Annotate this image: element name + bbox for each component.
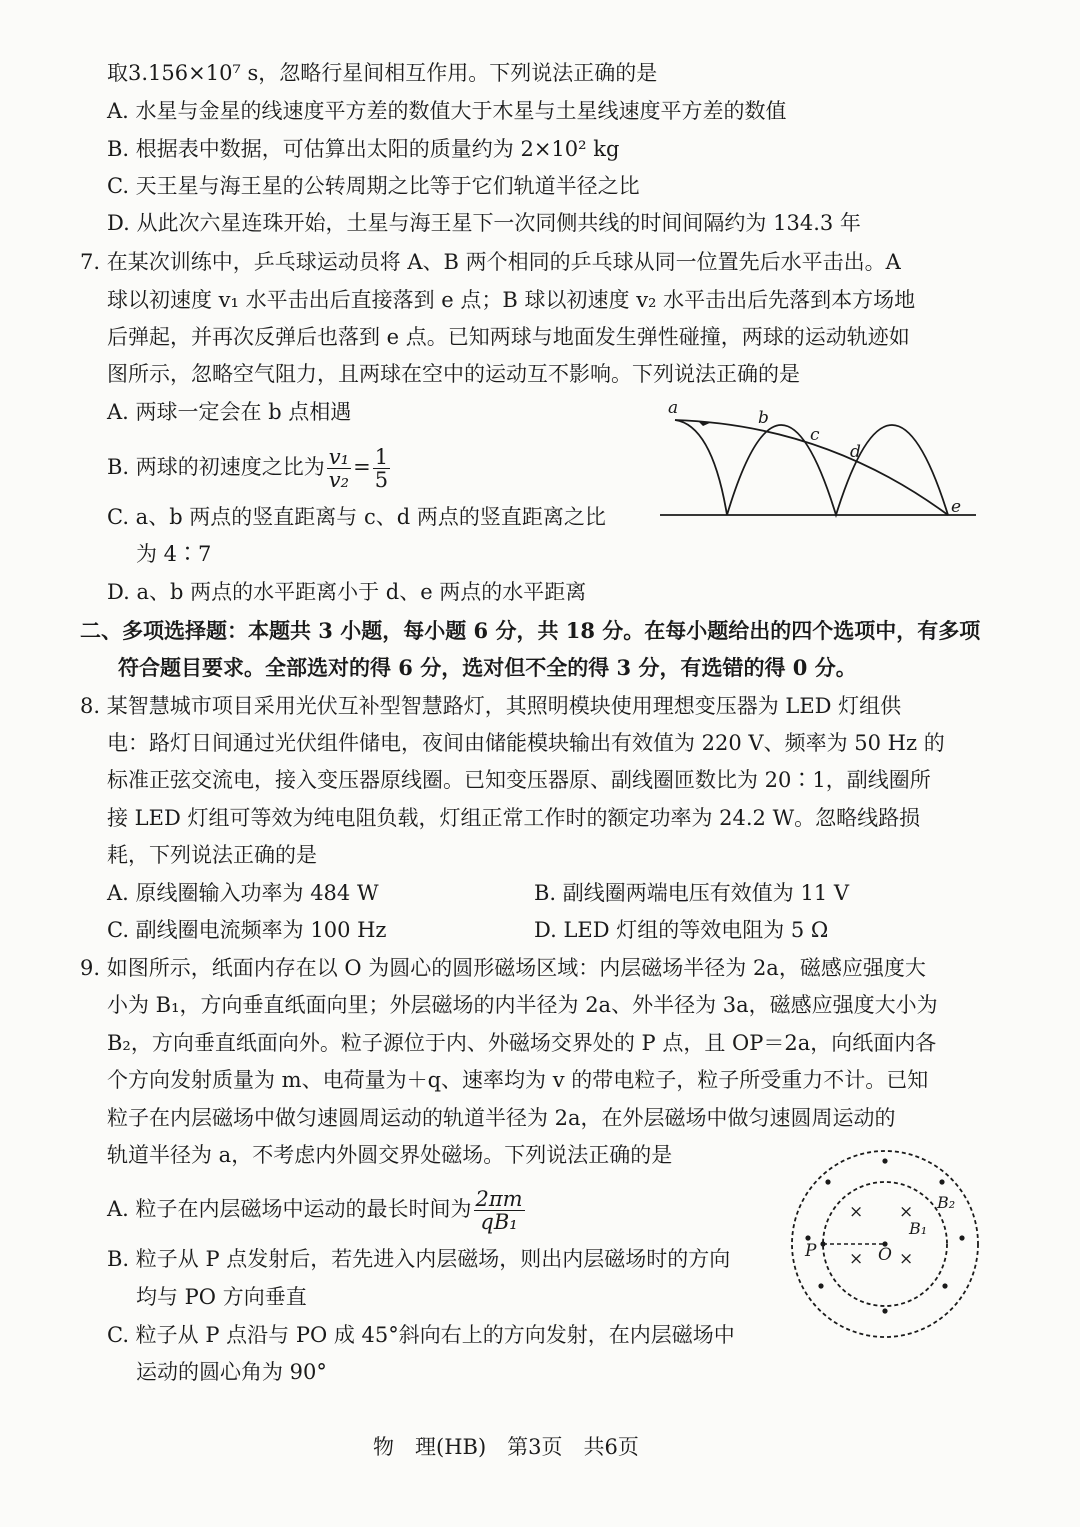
section2-heading: 二、多项选择题：本题共 3 小题，每小题 6 分，共 18 分。在每小题给出的四个选项中，有多项 xyxy=(80,618,981,643)
page-footer: 物 理(HB) 第3页 共6页 xyxy=(373,1435,639,1459)
q7-option-b-text: B. 两球的初速度之比为 xyxy=(107,455,325,479)
point-label-b: b xyxy=(758,408,769,428)
q8-stem-line: 标准正弦交流电，接入变压器原线圈。已知变压器原、副线圈匝数比为 20∶1，副线圈所 xyxy=(107,768,931,792)
equals-sign: = xyxy=(353,455,371,479)
q9-option-b: B. 粒子从 P 点发射后，若先进入内层磁场，则出内层磁场时的方向 xyxy=(107,1247,731,1271)
q6-intro-tail: 取3.156×10⁷ s，忽略行星间相互作用。下列说法正确的是 xyxy=(107,61,658,85)
q7-stem-line: 球以初速度 v₁ 水平击出后直接落到 e 点；B 球以初速度 v₂ 水平击出后先落到本方场地 xyxy=(107,288,916,312)
into-page-cross: × xyxy=(849,1249,864,1269)
point-label-p: P xyxy=(805,1241,817,1261)
q7-stem-line: 图所示，忽略空气阻力，且两球在空中的运动互不影响。下列说法正确的是 xyxy=(107,362,800,386)
q6-option-c: C. 天王星与海王星的公转周期之比等于它们轨道半径之比 xyxy=(107,174,640,198)
fraction-numerator: 1 xyxy=(374,445,389,469)
q9-option-a xyxy=(107,1184,527,1234)
into-page-cross: × xyxy=(899,1202,914,1222)
q7-stem-line: 7. 在某次训练中，乒乓球运动员将 A、B 两个相同的乒乓球从同一位置先后水平击出。A xyxy=(80,250,901,274)
q6-option-a: A. 水星与金星的线速度平方差的数值大于木星与土星线速度平方差的数值 xyxy=(107,99,787,123)
q7-option-d: D. a、b 两点的水平距离小于 d、e 两点的水平距离 xyxy=(107,580,587,604)
into-page-cross: × xyxy=(899,1249,914,1269)
q9-option-c-cont: 运动的圆心角为 90° xyxy=(136,1360,327,1384)
fraction-denominator: qB₁ xyxy=(480,1210,518,1234)
q9-stem-line: B₂，方向垂直纸面向外。粒子源位于内、外磁场交界处的 P 点，且 OP＝2a，向纸面内各 xyxy=(107,1031,937,1055)
q9-max-time-fraction xyxy=(474,1188,525,1233)
point-label-a: a xyxy=(668,398,679,418)
fraction-denominator: 5 xyxy=(374,468,389,492)
q7-option-c-cont: 为 4∶7 xyxy=(136,542,212,566)
q9-option-b-cont: 均与 PO 方向垂直 xyxy=(136,1285,307,1309)
q8-stem-line: 电：路灯日间通过光伏组件储电，夜间由储能模块输出有效值为 220 V、频率为 50 Hz 的 xyxy=(107,731,945,755)
point-label-o: O xyxy=(878,1245,892,1265)
fraction-denominator: v₂ xyxy=(328,468,350,492)
section2-heading-cont: 符合题目要求。全部选对的得 6 分，选对但不全的得 3 分，有选错的得 0 分。 xyxy=(118,655,857,680)
q7-option-b xyxy=(107,442,392,492)
outward-field-dots xyxy=(805,1158,964,1313)
point-label-d: d xyxy=(850,442,861,462)
into-page-cross: × xyxy=(849,1202,864,1222)
q8-option-a: A. 原线圈输入功率为 484 W xyxy=(107,881,379,905)
q8-stem-line: 耗，下列说法正确的是 xyxy=(107,843,317,867)
field-label-b2: B₂ xyxy=(937,1193,956,1212)
q9-stem-line: 个方向发射质量为 m、电荷量为＋q、速率均为 v 的带电粒子，粒子所受重力不计。已知 xyxy=(107,1068,929,1092)
q9-stem-line: 9. 如图所示，纸面内存在以 O 为圆心的圆形磁场区域：内层磁场半径为 2a，磁感应强度大 xyxy=(80,956,926,980)
q9-stem-line: 轨道半径为 a，不考虑内外圆交界处磁场。下列说法正确的是 xyxy=(107,1143,673,1167)
fraction-numerator: v₁ xyxy=(328,445,350,469)
q8-option-b: B. 副线圈两端电压有效值为 11 V xyxy=(534,881,850,905)
point-label-c: c xyxy=(810,425,820,445)
q8-option-d: D. LED 灯组的等效电阻为 5 Ω xyxy=(534,918,829,942)
q9-stem-line: 小为 B₁，方向垂直纸面向里；外层磁场的内半径为 2a、外半径为 3a，磁感应强度大小为 xyxy=(107,993,938,1017)
point-p-dot xyxy=(820,1241,825,1246)
point-label-e: e xyxy=(951,497,962,517)
q8-stem-line: 接 LED 灯组可等效为纯电阻负载，灯组正常工作时的额定功率为 24.2 W。忽略线路损 xyxy=(107,806,921,830)
q9-magnetic-field-figure xyxy=(785,1140,985,1340)
q9-option-c: C. 粒子从 P 点沿与 PO 成 45°斜向右上的方向发射，在内层磁场中 xyxy=(107,1323,735,1347)
q7-option-c: C. a、b 两点的竖直距离与 c、d 两点的竖直距离之比 xyxy=(107,505,606,529)
q7-trajectory-figure xyxy=(650,395,990,530)
q6-option-d: D. 从此次六星连珠开始，土星与海王星下一次同侧共线的时间间隔约为 134.3 年 xyxy=(107,211,861,235)
q7-stem-line: 后弹起，并再次反弹后也落到 e 点。已知两球与地面发生弹性碰撞，两球的运动轨迹如 xyxy=(107,325,910,349)
q8-stem-line: 8. 某智慧城市项目采用光伏互补型智慧路灯，其照明模块使用理想变压器为 LED 灯组供 xyxy=(80,694,902,718)
q9-option-a-text: A. 粒子在内层磁场中运动的最长时间为 xyxy=(107,1197,472,1221)
field-label-b1: B₁ xyxy=(909,1219,928,1238)
q7-velocity-ratio-fraction xyxy=(327,446,351,491)
q7-option-a: A. 两球一定会在 b 点相遇 xyxy=(107,400,352,424)
fraction-numerator: 2πm xyxy=(475,1187,523,1211)
q9-stem-line: 粒子在内层磁场中做匀速圆周运动的轨道半径为 2a，在外层磁场中做匀速圆周运动的 xyxy=(107,1106,896,1130)
q6-option-b: B. 根据表中数据，可估算出太阳的质量约为 2×10² kg xyxy=(107,137,620,161)
q8-option-c: C. 副线圈电流频率为 100 Hz xyxy=(107,918,387,942)
q7-ratio-value-fraction xyxy=(373,446,390,491)
